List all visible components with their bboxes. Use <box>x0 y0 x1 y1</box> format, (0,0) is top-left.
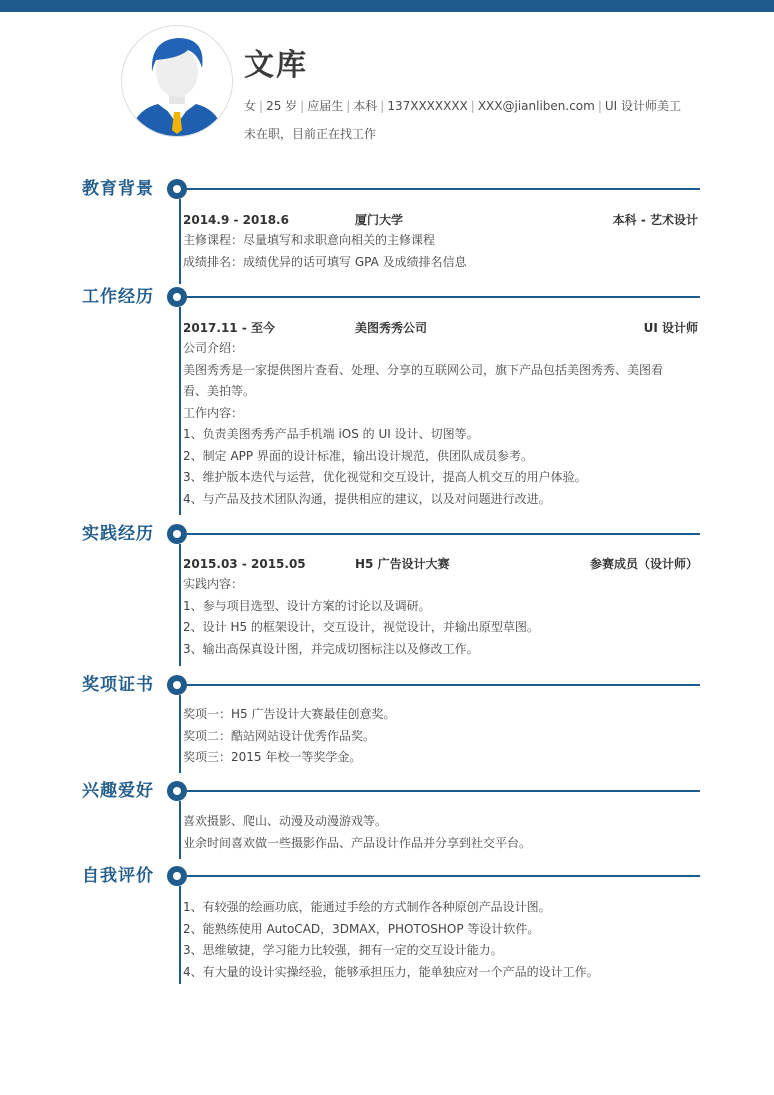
education-period: 2014.9 - 2018.6 <box>183 213 289 227</box>
practice-role: 参赛成员（设计师） <box>589 557 698 571</box>
age: 25 岁 <box>266 99 298 113</box>
person-avatar-icon <box>122 26 232 136</box>
separator: | <box>380 99 385 113</box>
timeline-line <box>179 199 181 284</box>
section-title-hobbies: 兴趣爱好 <box>82 781 154 801</box>
hobby-line: 业余时间喜欢做一些摄影作品、产品设计作品并分享到社交平台。 <box>183 835 532 850</box>
avatar <box>121 25 233 137</box>
work-period: 2017.11 - 至今 <box>183 321 275 335</box>
work-company: 美图秀秀公司 <box>355 321 428 335</box>
self-evaluation-line: 4、有大量的设计实操经验，能够承担压力，能单独应对一个产品的设计工作。 <box>183 964 599 979</box>
education-content <box>183 210 698 273</box>
separator: | <box>259 99 264 113</box>
hobby-line: 喜欢摄影、爬山、动漫及动漫游戏等。 <box>183 814 388 828</box>
education-school: 厦门大学 <box>355 213 404 227</box>
award-line: 奖项三：2015 年校一等奖学金。 <box>183 750 362 764</box>
timeline-line <box>179 801 181 859</box>
personal-info-line <box>244 98 681 114</box>
work-line: 1、负责美图秀秀产品手机端 iOS 的 UI 设计、切图等。 <box>183 427 479 441</box>
section-divider <box>187 790 700 792</box>
section-title-education: 教育背景 <box>82 179 154 199</box>
timeline-node-icon <box>167 287 187 307</box>
section-divider <box>187 875 700 877</box>
separator: | <box>300 99 305 113</box>
section-title-self-evaluation: 自我评价 <box>82 866 154 886</box>
work-content <box>183 318 698 510</box>
work-line: 工作内容： <box>183 405 244 420</box>
work-position: UI 设计师 <box>643 321 698 335</box>
section-divider <box>187 188 700 190</box>
email: XXX@jianliben.com <box>477 99 595 113</box>
practice-period: 2015.03 - 2015.05 <box>183 557 306 571</box>
section-divider <box>187 684 700 686</box>
award-line: 奖项一：H5 广告设计大赛最佳创意奖。 <box>183 707 396 721</box>
top-accent-bar <box>0 0 774 12</box>
timeline-node-icon <box>167 866 187 886</box>
work-line: 美图秀秀是一家提供图片查看、处理、分享的互联网公司，旗下产品包括美图秀秀、美图看 <box>183 362 664 377</box>
work-line: 看、美拍等。 <box>183 384 256 398</box>
separator: | <box>597 99 602 113</box>
employment-status: 未在职，目前正在找工作 <box>244 127 377 141</box>
separator: | <box>470 99 475 113</box>
section-title-work: 工作经历 <box>82 287 154 307</box>
self-evaluation-line: 2、能熟练使用 AutoCAD，3DMAX，PHOTOSHOP 等设计软件。 <box>183 921 540 936</box>
education-line: 主修课程：尽量填写和求职意向相关的主修课程 <box>183 233 436 247</box>
work-line: 4、与产品及技术团队沟通，提供相应的建议，以及对问题进行改进。 <box>183 491 551 506</box>
work-line: 2、制定 APP 界面的设计标准，输出设计规范，供团队成员参考。 <box>183 448 533 463</box>
practice-content <box>183 554 698 660</box>
timeline-node-icon <box>167 675 187 695</box>
section-title-practice: 实践经历 <box>82 524 154 544</box>
section-divider <box>187 533 700 535</box>
graduate-status: 应届生 <box>307 99 344 113</box>
practice-event: H5 广告设计大赛 <box>355 557 450 571</box>
awards-content <box>183 704 698 769</box>
separator: | <box>346 99 351 113</box>
work-header-row <box>183 318 698 338</box>
practice-line: 1、参与项目选型、设计方案的讨论以及调研。 <box>183 598 431 613</box>
practice-line: 3、输出高保真设计图，并完成切图标注以及修改工作。 <box>183 641 479 656</box>
timeline-line <box>179 544 181 666</box>
candidate-name: 文库 <box>244 48 308 83</box>
timeline-node-icon <box>167 179 187 199</box>
timeline-node-icon <box>167 781 187 801</box>
target-position: UI 设计师美工 <box>604 99 682 113</box>
section-divider <box>187 296 700 298</box>
self-evaluation-line: 3、思维敏捷，学习能力比较强，拥有一定的交互设计能力。 <box>183 943 503 957</box>
practice-line: 实践内容： <box>183 577 244 591</box>
award-line: 奖项二：酷站网站设计优秀作品奖。 <box>183 728 376 743</box>
education-header-row <box>183 210 698 230</box>
work-line: 公司介绍： <box>183 341 244 355</box>
gender: 女 <box>244 99 257 113</box>
timeline-line <box>179 695 181 773</box>
hobbies-content <box>183 811 698 854</box>
self-evaluation-line: 1、有较强的绘画功底，能通过手绘的方式制作各种原创产品设计图。 <box>183 900 551 914</box>
practice-header-row <box>183 554 698 574</box>
degree: 本科 <box>353 99 378 113</box>
education-degree: 本科 - 艺术设计 <box>612 213 698 227</box>
timeline-line <box>179 307 181 515</box>
self-evaluation-content <box>183 897 698 983</box>
timeline-node-icon <box>167 524 187 544</box>
phone: 137XXXXXXX <box>387 99 468 113</box>
section-title-awards: 奖项证书 <box>82 675 154 695</box>
education-line: 成绩排名：成绩优异的话可填写 GPA 及成绩排名信息 <box>183 254 467 269</box>
practice-line: 2、设计 H5 的框架设计，交互设计，视觉设计，并输出原型草图。 <box>183 620 539 634</box>
work-line: 3、维护版本迭代与运营，优化视觉和交互设计，提高人机交互的用户体验。 <box>183 470 587 484</box>
timeline-line <box>179 886 181 984</box>
